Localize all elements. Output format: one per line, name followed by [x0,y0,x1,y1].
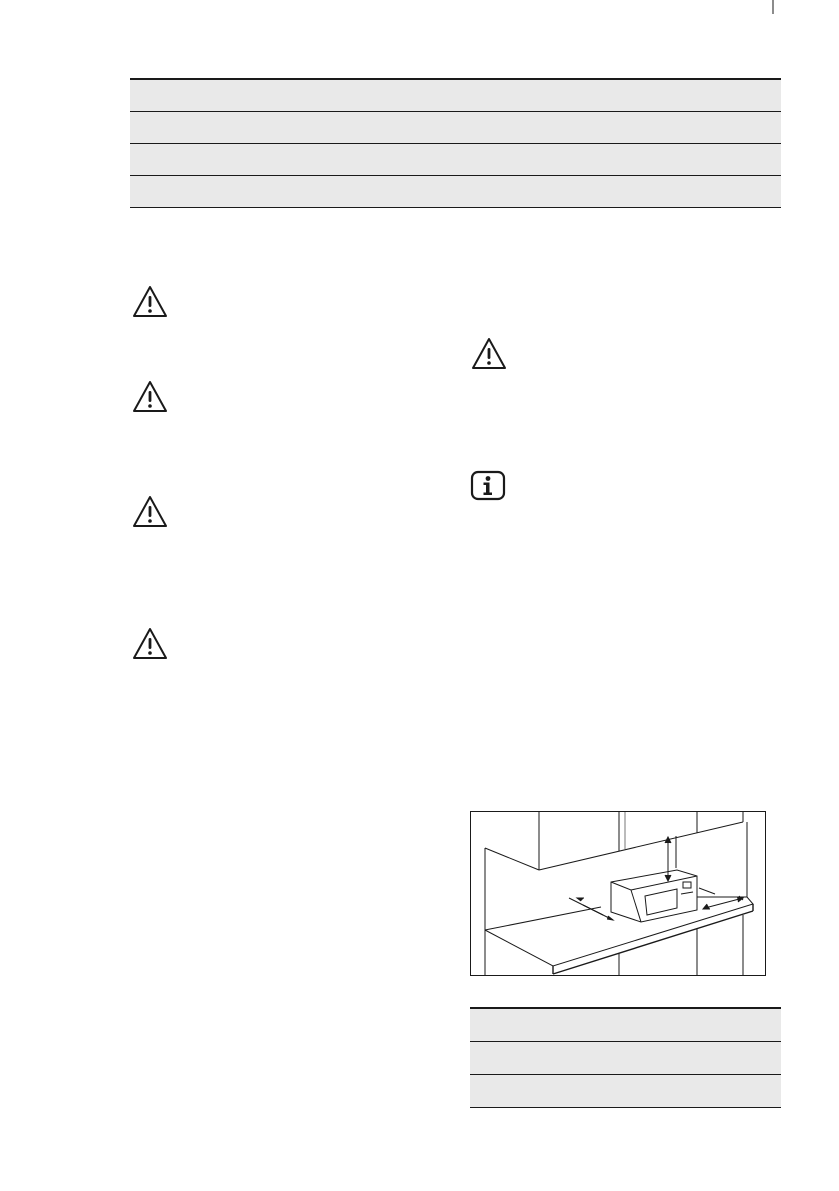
table-cell [470,1075,626,1107]
table-row [470,1075,781,1108]
table-row [470,1009,781,1042]
table-row [130,80,781,112]
info-square-icon [470,470,506,504]
table-row [130,144,781,176]
bottom-table [470,1007,781,1108]
warning-triangle-icon [471,337,507,371]
installation-figure [470,811,766,976]
page-corner-mark [766,0,780,14]
table-row [130,112,781,144]
table-row [130,176,781,208]
table-cell [626,1075,782,1107]
top-table [130,78,781,208]
table-cell [626,1009,782,1041]
warning-triangle-icon [132,380,168,414]
warning-triangle-icon [132,495,168,529]
warning-triangle-icon [132,627,168,661]
table-cell [470,1042,626,1074]
microwave-clearance-illustration [471,812,766,976]
warning-triangle-icon [132,285,168,319]
table-row [470,1042,781,1075]
table-cell [626,1042,782,1074]
table-cell [470,1009,626,1041]
